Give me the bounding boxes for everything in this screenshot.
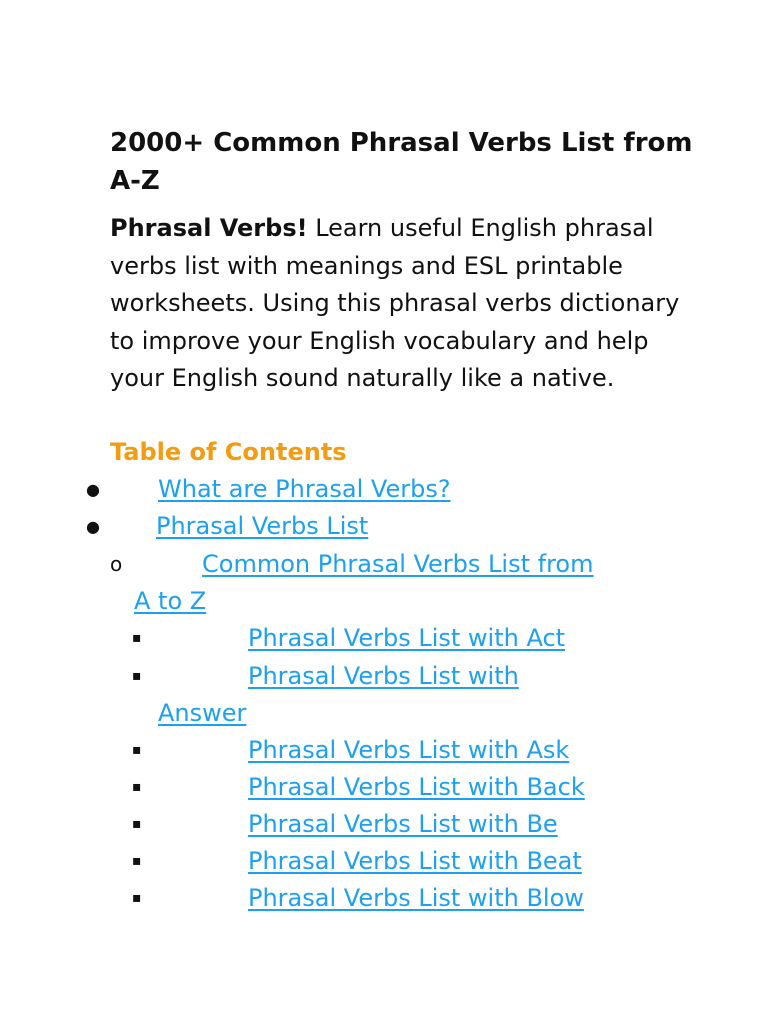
toc-link-beat[interactable]: Phrasal Verbs List with Beat	[248, 847, 582, 875]
toc-link-what-are-phrasal-verbs[interactable]: What are Phrasal Verbs?	[158, 475, 451, 503]
square-bullet-icon: ▪	[132, 779, 142, 795]
toc-link-common-phrasal-verbs-a-z[interactable]: Common Phrasal Verbs List from	[202, 550, 594, 578]
toc-link-common-phrasal-verbs-a-z-cont[interactable]: A to Z	[134, 587, 207, 615]
toc-link-phrasal-verbs-list[interactable]: Phrasal Verbs List	[156, 512, 369, 540]
bullet-icon: ●	[86, 517, 100, 536]
toc-link-answer-cont[interactable]: Answer	[158, 699, 247, 727]
bullet-icon: ●	[86, 480, 100, 499]
toc-heading: Table of Contents	[110, 438, 347, 466]
square-bullet-icon: ▪	[132, 853, 142, 869]
toc-link-act[interactable]: Phrasal Verbs List with Act	[248, 624, 566, 652]
intro-bold-lead: Phrasal Verbs!	[110, 214, 308, 242]
square-bullet-icon: ▪	[132, 668, 142, 684]
intro-text: Learn useful English phrasal verbs list with meanings and ESL printable worksheets. Using this phrasal verbs dictionary to improve your English vocabulary and help your English sound naturally like a native.	[110, 214, 680, 392]
toc-link-be[interactable]: Phrasal Verbs List with Be	[248, 810, 558, 838]
square-bullet-icon: ▪	[132, 816, 142, 832]
toc-link-answer[interactable]: Phrasal Verbs List with	[248, 662, 519, 690]
square-bullet-icon: ▪	[132, 890, 142, 906]
square-bullet-icon: ▪	[132, 742, 142, 758]
square-bullet-icon: ▪	[132, 630, 142, 646]
toc-link-blow[interactable]: Phrasal Verbs List with Blow	[248, 884, 584, 912]
toc-link-back[interactable]: Phrasal Verbs List with Back	[248, 773, 585, 801]
document-title: 2000+ Common Phrasal Verbs List from A-Z	[110, 128, 693, 196]
toc-link-ask[interactable]: Phrasal Verbs List with Ask	[248, 736, 570, 764]
intro-paragraph	[110, 210, 710, 398]
circle-bullet-icon: o	[110, 552, 123, 576]
